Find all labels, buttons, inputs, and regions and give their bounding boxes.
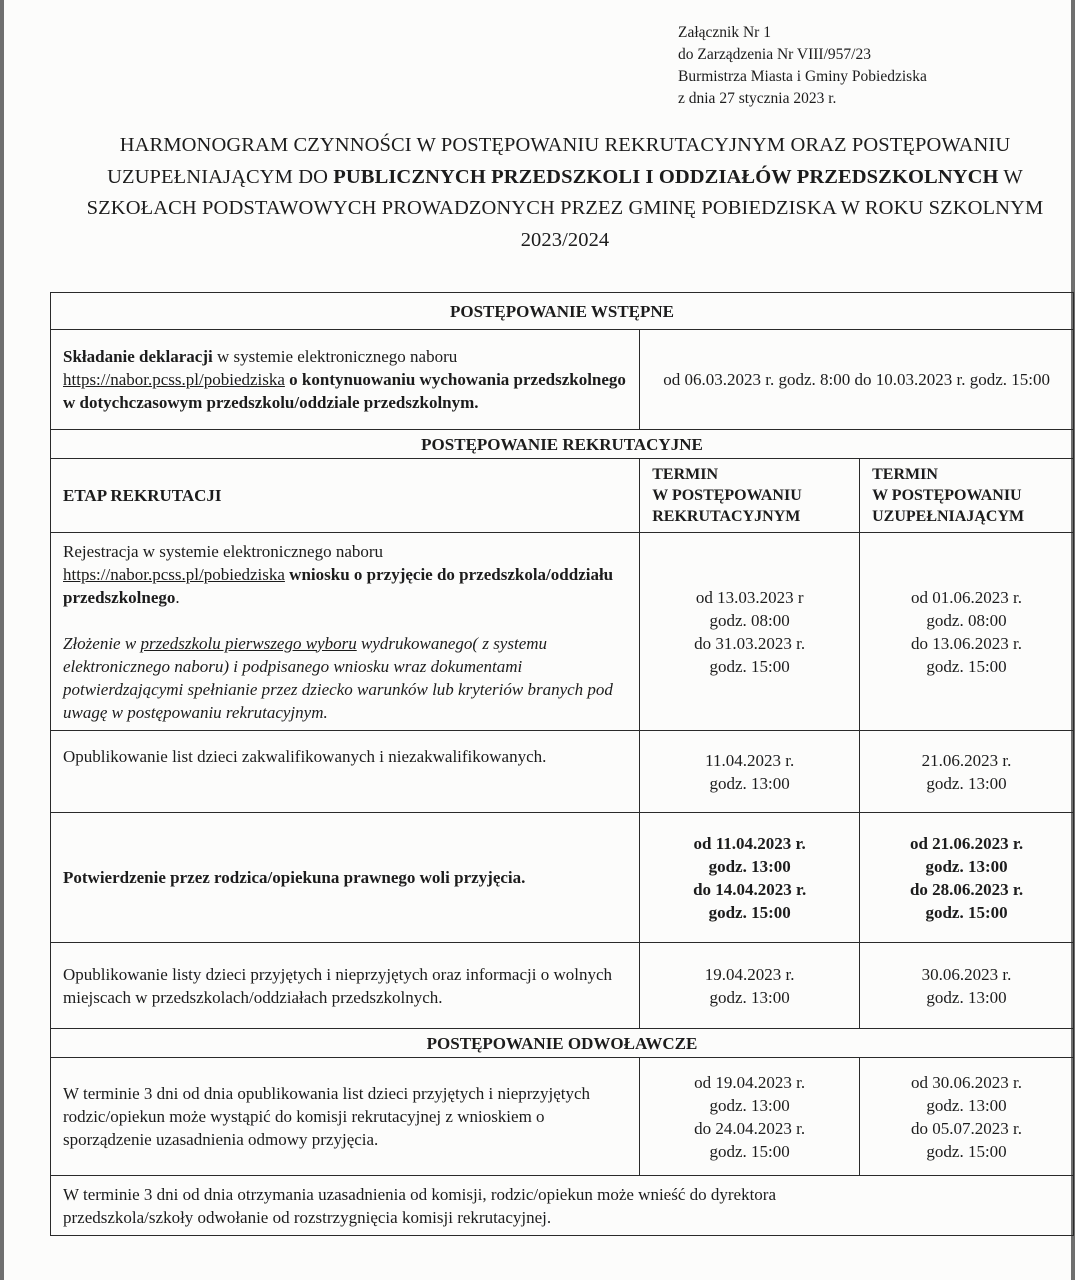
page-edge-left — [0, 0, 4, 1280]
confirmation-description: Potwierdzenie przez rodzica/opiekuna prawnego woli przyjęcia. — [51, 813, 640, 943]
date-line: od 11.04.2023 r. — [693, 833, 806, 853]
declaration-bold-end: o kontynuowaniu wychowania przedszkolnego w dotychczasowym przedszkolu/oddziale przedszkolnym. — [63, 370, 626, 412]
registration-rekrutacyjny-dates — [640, 533, 860, 731]
table-row — [51, 731, 1074, 813]
declaration-date: od 06.03.2023 r. godz. 8:00 do 10.03.2023 r. godz. 15:00 — [640, 330, 1074, 430]
annex-line: z dnia 27 stycznia 2023 r. — [678, 90, 837, 107]
registration-uzupelniajacy-dates — [860, 533, 1074, 731]
registration-description — [51, 533, 640, 731]
registration-dot: . — [175, 587, 180, 607]
section-row — [51, 430, 1074, 459]
date-line: 30.06.2023 r. — [921, 964, 1012, 984]
table-row — [51, 533, 1074, 731]
section-header-rekrutacyjne: POSTĘPOWANIE REKRUTACYJNE — [51, 430, 1074, 459]
document-title — [60, 130, 1070, 256]
date-line: godz. 13:00 — [926, 773, 1007, 793]
appeal-line: przedszkola/szkoły odwołanie od rozstrzygnięcia komisji rekrutacyjnej. — [63, 1207, 552, 1227]
schedule-table — [50, 292, 1074, 1236]
accepted-description: Opublikowanie listy dzieci przyjętych i nieprzyjętych oraz informacji o wolnych miejscach w przedszkolach/oddziałach przedszkolnych. — [51, 943, 640, 1029]
lists-description: Opublikowanie list dzieci zakwalifikowanych i niezakwalifikowanych. — [51, 731, 640, 813]
date-line: do 13.06.2023 r. — [911, 633, 1023, 653]
header-line: W POSTĘPOWANIU — [872, 487, 1022, 504]
header-line: W POSTĘPOWANIU — [652, 487, 802, 504]
date-line: 21.06.2023 r. — [921, 750, 1012, 770]
date-line: godz. 15:00 — [708, 902, 791, 922]
date-line: godz. 15:00 — [926, 1141, 1007, 1161]
declaration-description — [51, 330, 640, 430]
registration-bold: wniosku o przyjęcie do przedszkola/oddziału przedszkolnego — [63, 564, 614, 607]
section-row — [51, 293, 1074, 330]
date-line: od 30.06.2023 r. — [911, 1072, 1023, 1092]
date-line: do 31.03.2023 r. — [694, 633, 806, 653]
date-line: 11.04.2023 r. — [705, 750, 795, 770]
date-line: od 01.06.2023 r. — [911, 587, 1023, 607]
appeal-uzupelniajacy-dates — [860, 1058, 1074, 1176]
date-line: od 21.06.2023 r. — [909, 833, 1024, 853]
date-line: do 05.07.2023 r. — [911, 1118, 1023, 1138]
date-line: godz. 15:00 — [709, 656, 790, 676]
title-part: W SZKOŁACH PODSTAWOWYCH PROWADZONYCH PRZEZ GMINĘ POBIEDZISKA W ROKU SZKOLNYM 2023/2024 — [86, 165, 1044, 251]
table-row — [51, 1058, 1074, 1176]
annex-line: Burmistrza Miasta i Gminy Pobiedziska — [678, 68, 927, 85]
date-line: godz. 13:00 — [709, 987, 790, 1007]
header-line: REKRUTACYJNYM — [652, 508, 801, 525]
date-line: godz. 13:00 — [925, 856, 1008, 876]
nabor-link[interactable]: https://nabor.pcss.pl/pobiedziska — [63, 370, 285, 389]
submission-text-end: wydrukowanego( z systemu elektronicznego naboru) i podpisanego wniosku wraz dokumentami potwierdzającymi spełnianie przez dziecko warunków lub kryteriów branych pod uwagę w postępowaniu rekrutacyjnym. — [63, 633, 613, 722]
header-rekrutacyjny — [640, 459, 860, 533]
nabor-link[interactable]: https://nabor.pcss.pl/pobiedziska — [63, 564, 285, 584]
confirmation-uzupelniajacy-dates — [860, 813, 1074, 943]
date-line: do 14.04.2023 r. — [693, 879, 807, 899]
lists-rekrutacyjny-dates — [640, 731, 860, 813]
section-header-odwolawcze: POSTĘPOWANIE ODWOŁAWCZE — [51, 1029, 1074, 1058]
submission-underlined: przedszkolu pierwszego wyboru — [140, 633, 357, 653]
table-row — [51, 1176, 1074, 1236]
submission-text: Złożenie w — [63, 633, 141, 653]
lists-uzupelniajacy-dates — [860, 731, 1074, 813]
date-line: godz. 15:00 — [925, 902, 1008, 922]
accepted-rekrutacyjny-dates — [640, 943, 860, 1029]
table-row — [51, 813, 1074, 943]
annex-line: do Zarządzenia Nr VIII/957/23 — [678, 46, 871, 63]
appeal-request-description: W terminie 3 dni od dnia opublikowania list dzieci przyjętych i nieprzyjętych rodzic/opiekun może wystąpić do komisji rekrutacyjnej z wnioskiem o sporządzenie uzasadnienia odmowy przyjęcia. — [51, 1058, 640, 1176]
date-line: godz. 15:00 — [709, 1141, 790, 1161]
appeal-rekrutacyjny-dates — [640, 1058, 860, 1176]
header-line: UZUPEŁNIAJĄCYM — [872, 508, 1025, 525]
date-line: 19.04.2023 r. — [704, 964, 795, 984]
annex-header — [678, 22, 927, 110]
date-line: do 28.06.2023 r. — [909, 879, 1024, 899]
table-row — [51, 943, 1074, 1029]
date-line: godz. 13:00 — [926, 987, 1007, 1007]
declaration-row — [51, 330, 1074, 430]
annex-line: Załącznik Nr 1 — [678, 24, 771, 41]
section-row — [51, 1029, 1074, 1058]
title-bold-part: PUBLICZNYCH PRZEDSZKOLI I ODDZIAŁÓW PRZEDSZKOLNYCH — [333, 165, 999, 188]
section-header-wstepne: POSTĘPOWANIE WSTĘPNE — [51, 293, 1074, 330]
appeal-final-description — [51, 1176, 1074, 1236]
registration-text: Rejestracja w systemie elektronicznego naboru — [63, 541, 384, 561]
date-line: od 19.04.2023 r. — [694, 1072, 806, 1092]
date-line: do 24.04.2023 r. — [694, 1118, 806, 1138]
header-line: TERMIN — [652, 466, 719, 483]
header-uzupelniajacy — [860, 459, 1074, 533]
date-line: godz. 13:00 — [709, 773, 790, 793]
date-line: godz. 15:00 — [926, 656, 1007, 676]
header-line: TERMIN — [872, 466, 938, 483]
date-line: godz. 08:00 — [926, 610, 1007, 630]
date-line: godz. 13:00 — [709, 1095, 790, 1115]
declaration-bold: Składanie deklaracji — [63, 347, 213, 366]
date-line: godz. 13:00 — [708, 856, 791, 876]
title-part: HARMONOGRAM CZYNNOŚCI W POSTĘPOWANIU REKRUTACYJNYM ORAZ POSTĘPOWANIU UZUPEŁNIAJĄCYM DO — [107, 134, 1011, 188]
confirmation-rekrutacyjny-dates — [640, 813, 860, 943]
appeal-line: W terminie 3 dni od dnia otrzymania uzasadnienia od komisji, rodzic/opiekun może wnieść do dyrektora — [63, 1184, 777, 1204]
accepted-uzupelniajacy-dates — [860, 943, 1074, 1029]
header-row — [51, 459, 1074, 533]
date-line: od 13.03.2023 r — [695, 587, 804, 607]
date-line: godz. 13:00 — [926, 1095, 1007, 1115]
header-etap: ETAP REKRUTACJI — [51, 459, 640, 533]
declaration-text: w systemie elektronicznego naboru — [212, 347, 458, 366]
date-line: godz. 08:00 — [709, 610, 790, 630]
